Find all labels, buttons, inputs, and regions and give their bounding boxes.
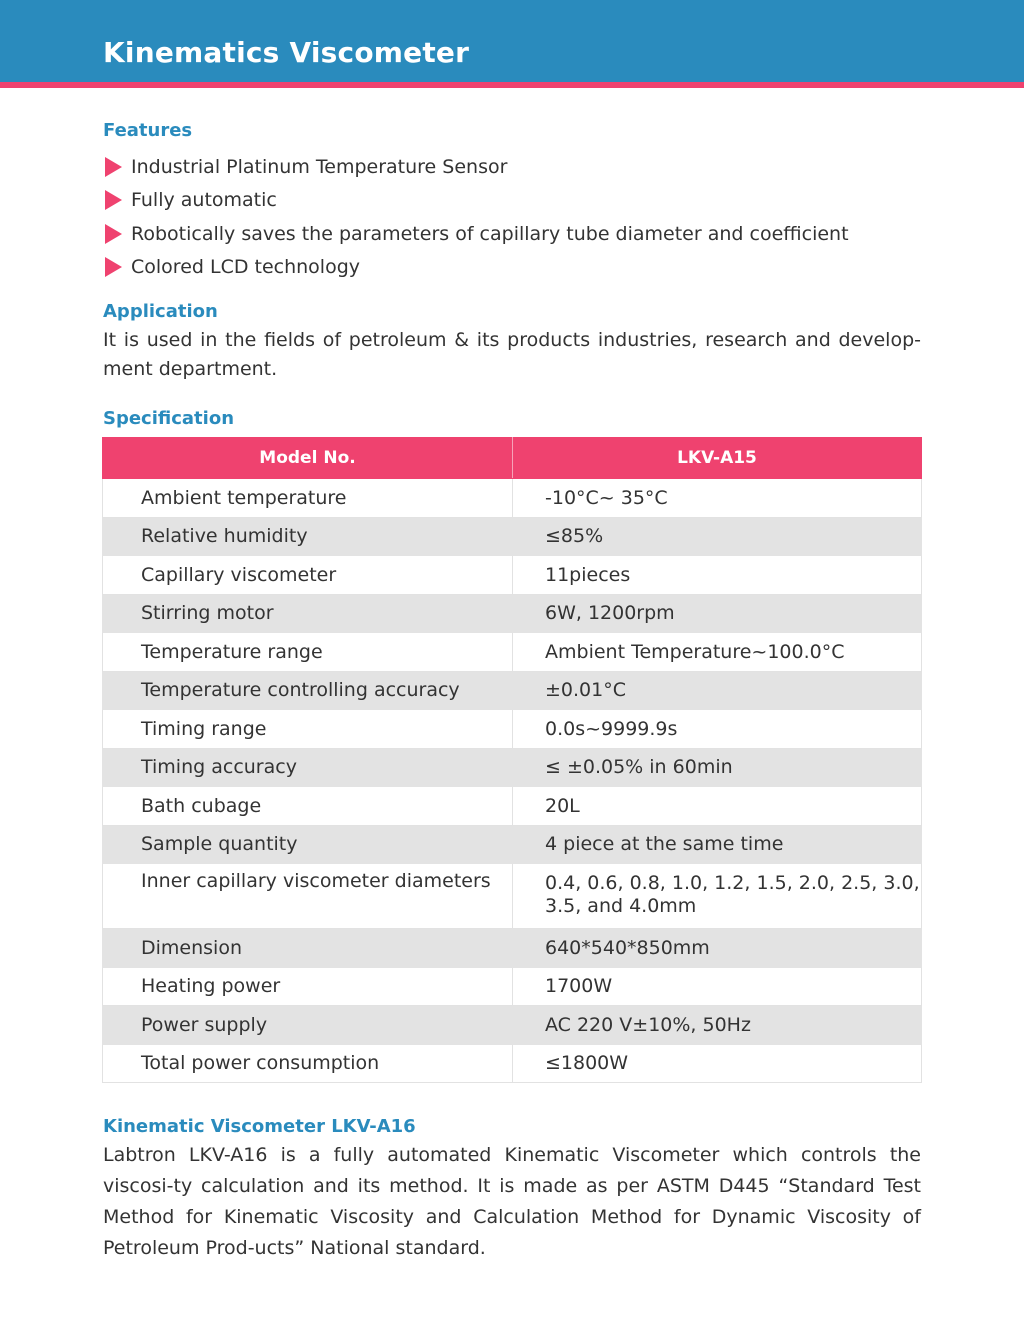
spec-label: Capillary viscometer	[103, 556, 513, 595]
feature-text: Industrial Platinum Temperature Sensor	[131, 155, 508, 178]
triangle-arrow-icon	[105, 190, 122, 210]
spec-label: Dimension	[103, 929, 513, 968]
spec-value: 0.0s~9999.9s	[513, 710, 922, 749]
list-item	[103, 217, 849, 251]
spec-value: 4 piece at the same time	[513, 825, 922, 864]
lkv-a16-heading: Kinematic Viscometer LKV-A16	[103, 1116, 416, 1137]
table-header-row	[103, 438, 922, 479]
table-row	[103, 1044, 922, 1083]
spec-value: 20L	[513, 787, 922, 826]
spec-value: 640*540*850mm	[513, 929, 922, 968]
feature-text: Colored LCD technology	[131, 256, 361, 279]
spec-value: AC 220 V±10%, 50Hz	[513, 1006, 922, 1045]
table-row	[103, 594, 922, 633]
application-text: It is used in the fields of petroleum & its products industries, research and develop-ment department.	[103, 329, 921, 380]
spec-label: Stirring motor	[103, 594, 513, 633]
spec-value: 0.4, 0.6, 0.8, 1.0, 1.2, 1.5, 2.0, 2.5, 3.0, 3.5, and 4.0mm	[513, 864, 922, 929]
spec-value: ≤1800W	[513, 1044, 922, 1083]
spec-label: Inner capillary viscometer diameters	[103, 864, 513, 929]
triangle-arrow-icon	[105, 157, 122, 177]
features-heading: Features	[103, 120, 193, 141]
page-title: Kinematics Viscometer	[103, 36, 470, 69]
column-header-model: Model No.	[103, 438, 513, 479]
list-item	[103, 251, 849, 285]
lkv-a16-text: Labtron LKV-A16 is a fully automated Kinematic Viscometer which controls the viscosi-ty calculation and its method. It is made as per ASTM D445 “Standard Test Method for Kinematic Viscosity and Calculation Method for Dynamic Viscosity of Petroleum Prod-ucts” National standard.	[103, 1144, 921, 1259]
header-stripe	[0, 82, 1024, 88]
spec-value: 1700W	[513, 967, 922, 1006]
feature-text: Robotically saves the parameters of capillary tube diameter and coefficient	[131, 222, 849, 245]
table-row	[103, 517, 922, 556]
table-row	[103, 479, 922, 518]
spec-label: Bath cubage	[103, 787, 513, 826]
triangle-arrow-icon	[105, 257, 122, 277]
spec-value: 11pieces	[513, 556, 922, 595]
spec-label: Timing accuracy	[103, 748, 513, 787]
table-row	[103, 748, 922, 787]
spec-label: Heating power	[103, 967, 513, 1006]
spec-label: Ambient temperature	[103, 479, 513, 518]
feature-text: Fully automatic	[131, 189, 277, 212]
table-row	[103, 825, 922, 864]
table-row	[103, 633, 922, 672]
table-row	[103, 787, 922, 826]
specification-heading: Specification	[103, 408, 235, 429]
list-item	[103, 150, 849, 184]
spec-value: -10°C~ 35°C	[513, 479, 922, 518]
triangle-arrow-icon	[105, 224, 122, 244]
spec-label: Temperature controlling accuracy	[103, 671, 513, 710]
spec-value: 6W, 1200rpm	[513, 594, 922, 633]
spec-label: Power supply	[103, 1006, 513, 1045]
table-row	[103, 864, 922, 929]
table-row	[103, 967, 922, 1006]
spec-label: Temperature range	[103, 633, 513, 672]
spec-value: ≤85%	[513, 517, 922, 556]
spec-label: Timing range	[103, 710, 513, 749]
features-list	[103, 150, 849, 284]
spec-label: Sample quantity	[103, 825, 513, 864]
list-item	[103, 184, 849, 218]
table-row	[103, 710, 922, 749]
spec-label: Total power consumption	[103, 1044, 513, 1083]
column-header-value: LKV-A15	[513, 438, 922, 479]
table-row	[103, 556, 922, 595]
application-heading: Application	[103, 301, 218, 322]
table-row	[103, 929, 922, 968]
specification-table	[102, 437, 922, 1083]
table-row	[103, 671, 922, 710]
spec-value: Ambient Temperature~100.0°C	[513, 633, 922, 672]
spec-value: ≤ ±0.05% in 60min	[513, 748, 922, 787]
table-row	[103, 1006, 922, 1045]
spec-value: ±0.01°C	[513, 671, 922, 710]
spec-label: Relative humidity	[103, 517, 513, 556]
